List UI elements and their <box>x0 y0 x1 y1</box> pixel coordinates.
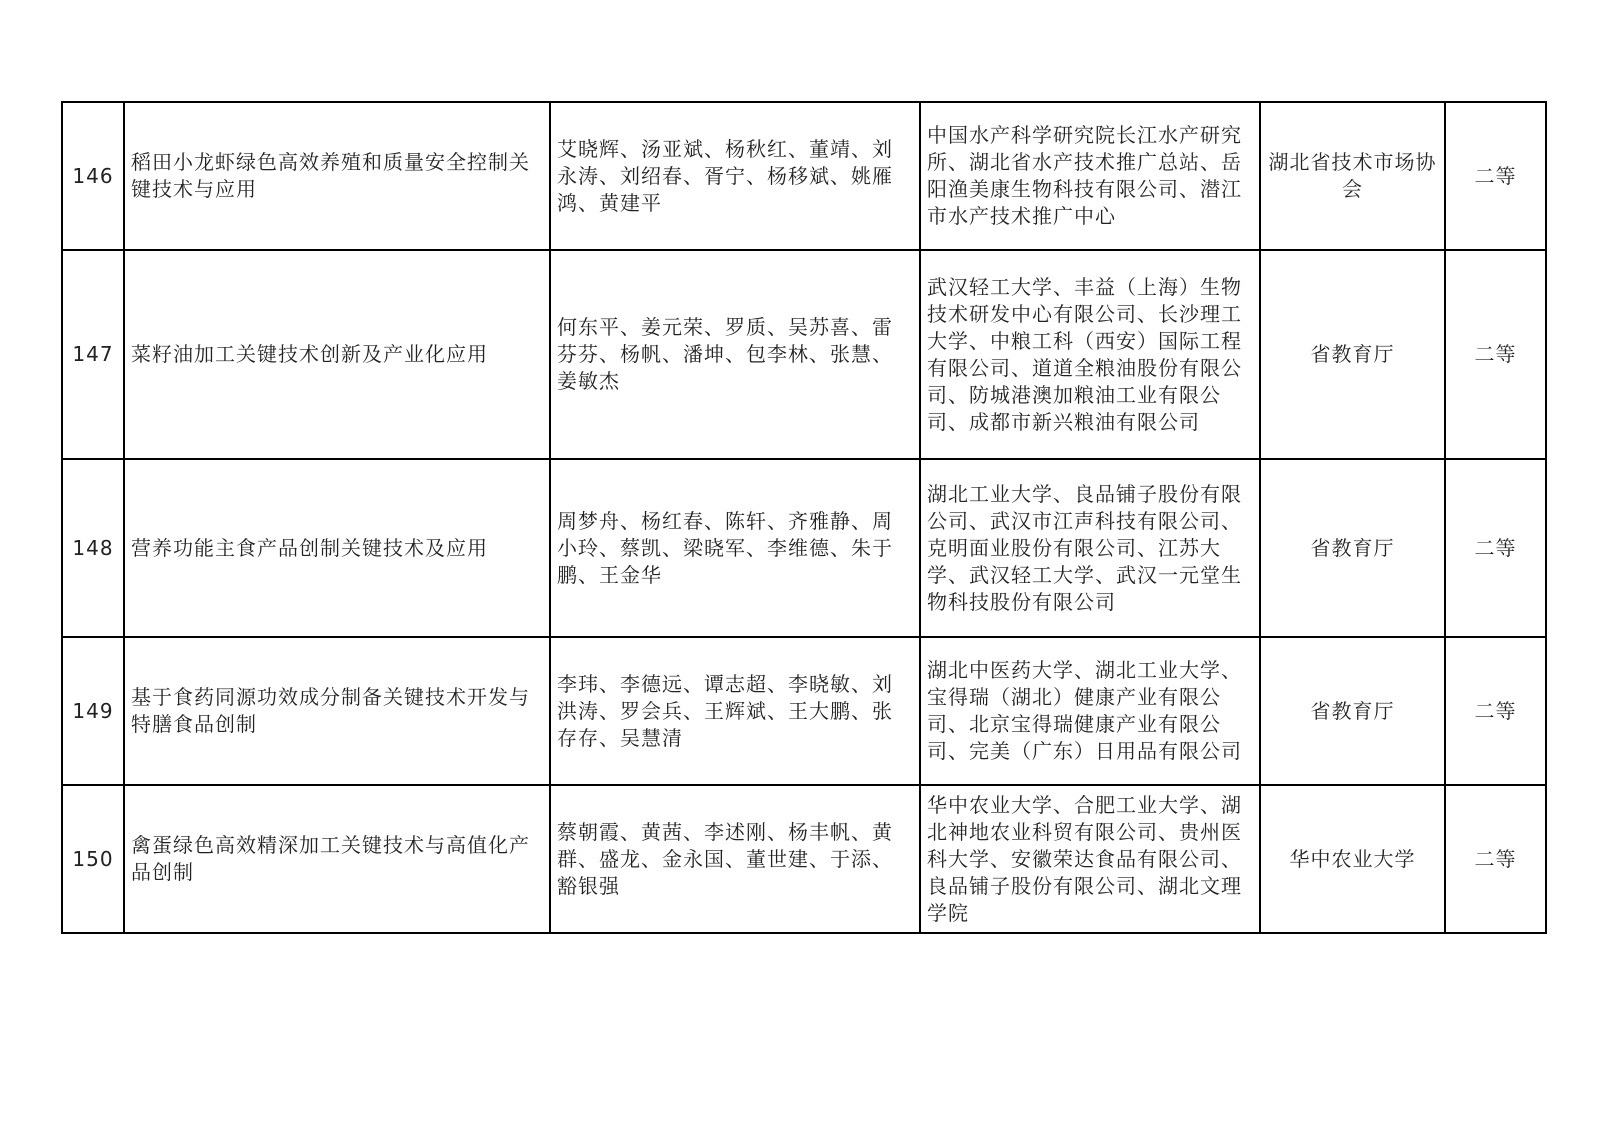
nominator-cell: 省教育厅 <box>1260 637 1445 785</box>
nominator-cell: 省教育厅 <box>1260 250 1445 459</box>
contributors-cell: 李玮、李德远、谭志超、李晓敏、刘洪涛、罗会兵、王辉斌、王大鹏、张存存、吴慧清 <box>550 637 920 785</box>
organizations-cell: 中国水产科学研究院长江水产研究所、湖北省水产技术推广总站、岳阳渔美康生物科技有限公司、潜江市水产技术推广中心 <box>920 102 1260 250</box>
project-name-cell: 基于食药同源功效成分制备关键技术开发与特膳食品创制 <box>124 637 550 785</box>
serial-number-cell: 150 <box>62 785 124 933</box>
organizations-cell: 湖北中医药大学、湖北工业大学、宝得瑞（湖北）健康产业有限公司、北京宝得瑞健康产业有限公司、完美（广东）日用品有限公司 <box>920 637 1260 785</box>
table-row <box>62 459 1546 637</box>
organizations-cell: 武汉轻工大学、丰益（上海）生物技术研发中心有限公司、长沙理工大学、中粮工科（西安）国际工程有限公司、道道全粮油股份有限公司、防城港澳加粮油工业有限公司、成都市新兴粮油有限公司 <box>920 250 1260 459</box>
project-name-cell: 菜籽油加工关键技术创新及产业化应用 <box>124 250 550 459</box>
organizations-cell: 华中农业大学、合肥工业大学、湖北神地农业科贸有限公司、贵州医科大学、安徽荣达食品有限公司、良品铺子股份有限公司、湖北文理学院 <box>920 785 1260 933</box>
award-list-table <box>61 101 1547 934</box>
nominator-cell: 湖北省技术市场协会 <box>1260 102 1445 250</box>
award-grade-cell: 二等 <box>1445 785 1546 933</box>
award-grade-cell: 二等 <box>1445 637 1546 785</box>
table-row <box>62 250 1546 459</box>
award-grade-cell: 二等 <box>1445 459 1546 637</box>
nominator-cell: 省教育厅 <box>1260 459 1445 637</box>
table-row <box>62 637 1546 785</box>
contributors-cell: 蔡朝霞、黄茜、李述刚、杨丰帆、黄群、盛龙、金永国、董世建、于添、豁银强 <box>550 785 920 933</box>
contributors-cell: 何东平、姜元荣、罗质、吴苏喜、雷芬芬、杨帆、潘坤、包李林、张慧、姜敏杰 <box>550 250 920 459</box>
serial-number-cell: 148 <box>62 459 124 637</box>
serial-number-cell: 149 <box>62 637 124 785</box>
project-name-cell: 禽蛋绿色高效精深加工关键技术与高值化产品创制 <box>124 785 550 933</box>
contributors-cell: 周梦舟、杨红春、陈轩、齐雅静、周小玲、蔡凯、梁晓军、李维德、朱于鹏、王金华 <box>550 459 920 637</box>
serial-number-cell: 146 <box>62 102 124 250</box>
organizations-cell: 湖北工业大学、良品铺子股份有限公司、武汉市江声科技有限公司、克明面业股份有限公司、江苏大学、武汉轻工大学、武汉一元堂生物科技股份有限公司 <box>920 459 1260 637</box>
nominator-cell: 华中农业大学 <box>1260 785 1445 933</box>
table-row <box>62 102 1546 250</box>
table-row <box>62 785 1546 933</box>
project-name-cell: 稻田小龙虾绿色高效养殖和质量安全控制关键技术与应用 <box>124 102 550 250</box>
award-grade-cell: 二等 <box>1445 250 1546 459</box>
serial-number-cell: 147 <box>62 250 124 459</box>
project-name-cell: 营养功能主食产品创制关键技术及应用 <box>124 459 550 637</box>
contributors-cell: 艾晓辉、汤亚斌、杨秋红、董靖、刘永涛、刘绍春、胥宁、杨移斌、姚雁鸿、黄建平 <box>550 102 920 250</box>
award-grade-cell: 二等 <box>1445 102 1546 250</box>
